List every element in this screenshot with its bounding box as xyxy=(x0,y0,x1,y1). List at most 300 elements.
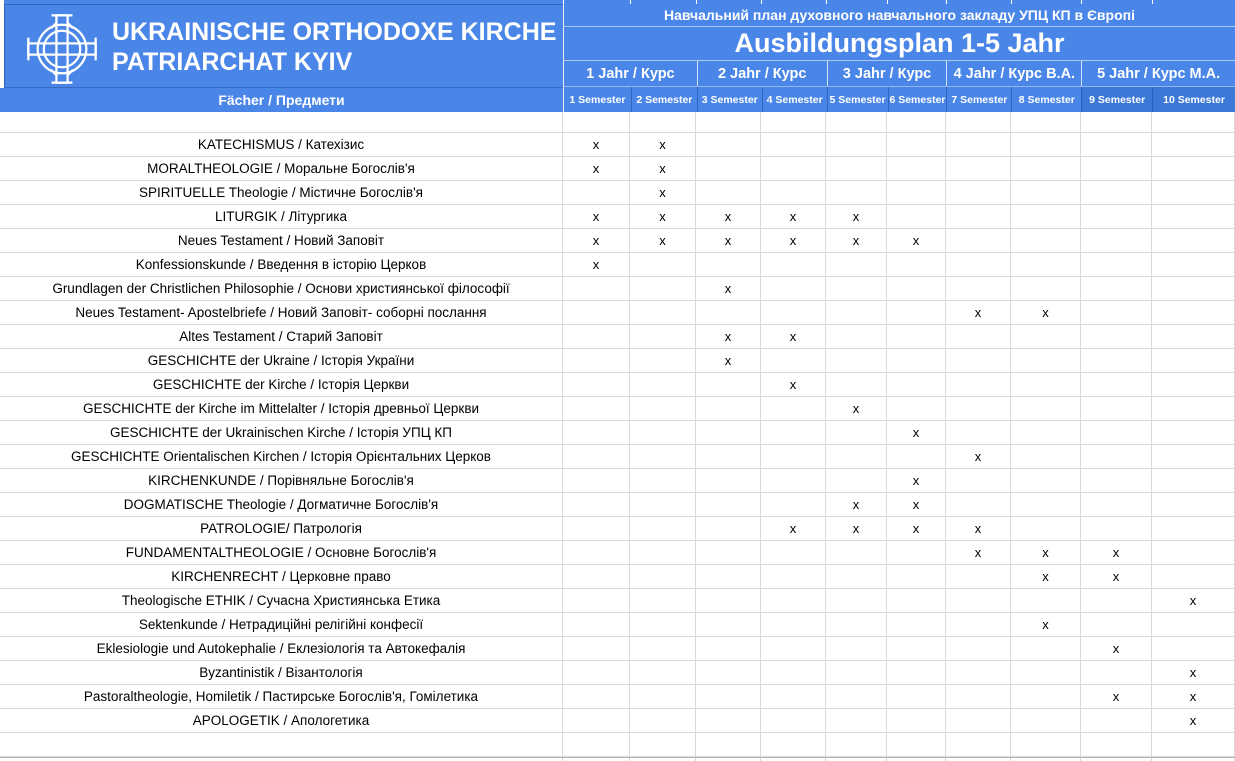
semester-mark-cell[interactable] xyxy=(761,373,826,396)
semester-mark-cell[interactable] xyxy=(826,373,887,396)
semester-mark-cell[interactable] xyxy=(563,229,630,252)
semester-mark-cell[interactable] xyxy=(696,133,761,156)
semester-mark-cell[interactable] xyxy=(1081,325,1152,348)
semester-mark-cell[interactable] xyxy=(1081,253,1152,276)
semester-mark-cell[interactable] xyxy=(1152,112,1235,132)
semester-mark-cell[interactable] xyxy=(887,685,946,708)
semester-mark-cell[interactable] xyxy=(630,349,696,372)
semester-mark-cell[interactable] xyxy=(887,493,946,516)
semester-mark-cell[interactable] xyxy=(826,685,887,708)
semester-mark-cell[interactable] xyxy=(1152,493,1235,516)
semester-mark-cell[interactable] xyxy=(1152,181,1235,204)
semester-mark-cell[interactable] xyxy=(563,613,630,636)
semester-mark-cell[interactable] xyxy=(696,112,761,132)
semester-mark-cell[interactable] xyxy=(887,637,946,660)
semester-mark-cell[interactable] xyxy=(630,205,696,228)
semester-mark-cell[interactable] xyxy=(1152,373,1235,396)
semester-mark-cell[interactable] xyxy=(1081,589,1152,612)
semester-mark-cell[interactable] xyxy=(1011,565,1081,588)
subject-name-cell[interactable] xyxy=(0,493,563,516)
subject-name-cell[interactable] xyxy=(0,565,563,588)
semester-mark-cell[interactable] xyxy=(1081,493,1152,516)
semester-mark-cell[interactable] xyxy=(1011,469,1081,492)
semester-mark-cell[interactable] xyxy=(563,133,630,156)
semester-mark-cell[interactable] xyxy=(826,277,887,300)
semester-mark-cell[interactable] xyxy=(946,709,1011,732)
semester-mark-cell[interactable] xyxy=(1152,541,1235,564)
semester-mark-cell[interactable] xyxy=(1081,373,1152,396)
semester-mark-cell[interactable] xyxy=(826,589,887,612)
semester-mark-cell[interactable] xyxy=(1011,445,1081,468)
semester-mark-cell[interactable] xyxy=(826,637,887,660)
semester-mark-cell[interactable] xyxy=(1152,565,1235,588)
semester-mark-cell[interactable] xyxy=(1081,565,1152,588)
semester-mark-cell[interactable] xyxy=(946,661,1011,684)
semester-mark-cell[interactable] xyxy=(946,397,1011,420)
semester-mark-cell[interactable] xyxy=(630,733,696,756)
semester-mark-cell[interactable] xyxy=(761,349,826,372)
semester-mark-cell[interactable] xyxy=(826,733,887,756)
semester-mark-cell[interactable] xyxy=(761,445,826,468)
semester-mark-cell[interactable] xyxy=(1081,421,1152,444)
semester-mark-cell[interactable] xyxy=(946,301,1011,324)
semester-mark-cell[interactable] xyxy=(1081,349,1152,372)
semester-mark-cell[interactable] xyxy=(887,112,946,132)
semester-mark-cell[interactable] xyxy=(630,229,696,252)
semester-mark-cell[interactable] xyxy=(946,733,1011,756)
semester-mark-cell[interactable] xyxy=(946,349,1011,372)
semester-mark-cell[interactable] xyxy=(761,589,826,612)
semester-mark-cell[interactable] xyxy=(1152,637,1235,660)
subject-name-cell[interactable] xyxy=(0,685,563,708)
semester-mark-cell[interactable] xyxy=(826,565,887,588)
semester-mark-cell[interactable] xyxy=(1152,133,1235,156)
semester-mark-cell[interactable] xyxy=(946,685,1011,708)
semester-mark-cell[interactable] xyxy=(761,205,826,228)
semester-mark-cell[interactable] xyxy=(826,181,887,204)
semester-mark-cell[interactable] xyxy=(1152,205,1235,228)
semester-mark-cell[interactable] xyxy=(1081,709,1152,732)
semester-mark-cell[interactable] xyxy=(563,541,630,564)
semester-mark-cell[interactable] xyxy=(1152,469,1235,492)
semester-mark-cell[interactable] xyxy=(1011,541,1081,564)
semester-mark-cell[interactable] xyxy=(1081,205,1152,228)
semester-mark-cell[interactable] xyxy=(630,685,696,708)
semester-mark-cell[interactable] xyxy=(1011,685,1081,708)
semester-mark-cell[interactable] xyxy=(1081,229,1152,252)
semester-mark-cell[interactable] xyxy=(696,277,761,300)
semester-mark-cell[interactable] xyxy=(887,565,946,588)
semester-mark-cell[interactable] xyxy=(887,181,946,204)
semester-mark-cell[interactable] xyxy=(1081,445,1152,468)
semester-mark-cell[interactable] xyxy=(887,421,946,444)
semester-mark-cell[interactable] xyxy=(1081,397,1152,420)
semester-mark-cell[interactable] xyxy=(946,493,1011,516)
semester-mark-cell[interactable] xyxy=(563,733,630,756)
semester-mark-cell[interactable] xyxy=(761,517,826,540)
semester-mark-cell[interactable] xyxy=(1011,157,1081,180)
subject-name-cell[interactable] xyxy=(0,613,563,636)
semester-mark-cell[interactable] xyxy=(761,253,826,276)
semester-mark-cell[interactable] xyxy=(696,565,761,588)
semester-mark-cell[interactable] xyxy=(887,325,946,348)
semester-mark-cell[interactable] xyxy=(1011,133,1081,156)
semester-mark-cell[interactable] xyxy=(1011,661,1081,684)
semester-mark-cell[interactable] xyxy=(563,709,630,732)
semester-mark-cell[interactable] xyxy=(887,301,946,324)
semester-mark-cell[interactable] xyxy=(1152,325,1235,348)
semester-mark-cell[interactable] xyxy=(1011,709,1081,732)
subject-name-cell[interactable] xyxy=(0,349,563,372)
semester-mark-cell[interactable] xyxy=(946,637,1011,660)
semester-mark-cell[interactable] xyxy=(1081,637,1152,660)
semester-mark-cell[interactable] xyxy=(1081,613,1152,636)
semester-mark-cell[interactable] xyxy=(696,157,761,180)
semester-mark-cell[interactable] xyxy=(696,301,761,324)
semester-mark-cell[interactable] xyxy=(696,373,761,396)
semester-header-cell[interactable]: 9 Semester xyxy=(1081,87,1152,112)
semester-mark-cell[interactable] xyxy=(761,637,826,660)
semester-mark-cell[interactable] xyxy=(630,469,696,492)
semester-mark-cell[interactable] xyxy=(1011,589,1081,612)
semester-mark-cell[interactable] xyxy=(1152,661,1235,684)
semester-mark-cell[interactable] xyxy=(946,157,1011,180)
semester-mark-cell[interactable] xyxy=(563,112,630,132)
semester-mark-cell[interactable] xyxy=(696,541,761,564)
semester-mark-cell[interactable] xyxy=(1081,685,1152,708)
semester-mark-cell[interactable] xyxy=(1081,733,1152,756)
semester-mark-cell[interactable] xyxy=(1011,181,1081,204)
semester-mark-cell[interactable] xyxy=(946,112,1011,132)
semester-mark-cell[interactable] xyxy=(696,613,761,636)
semester-mark-cell[interactable] xyxy=(630,397,696,420)
semester-mark-cell[interactable] xyxy=(1011,373,1081,396)
subject-name-cell[interactable] xyxy=(0,445,563,468)
subject-name-cell[interactable] xyxy=(0,133,563,156)
semester-mark-cell[interactable] xyxy=(826,325,887,348)
semester-header-cell[interactable]: 4 Semester xyxy=(762,87,827,112)
semester-mark-cell[interactable] xyxy=(887,589,946,612)
semester-mark-cell[interactable] xyxy=(1081,541,1152,564)
subject-name-cell[interactable] xyxy=(0,157,563,180)
semester-mark-cell[interactable] xyxy=(761,397,826,420)
semester-mark-cell[interactable] xyxy=(887,205,946,228)
semester-mark-cell[interactable] xyxy=(630,277,696,300)
semester-mark-cell[interactable] xyxy=(1152,157,1235,180)
semester-mark-cell[interactable] xyxy=(887,613,946,636)
subject-name-cell[interactable] xyxy=(0,397,563,420)
semester-mark-cell[interactable] xyxy=(630,637,696,660)
semester-mark-cell[interactable] xyxy=(696,253,761,276)
semester-mark-cell[interactable] xyxy=(826,493,887,516)
plan-title-ua-cell[interactable] xyxy=(563,4,1235,27)
semester-mark-cell[interactable] xyxy=(1011,637,1081,660)
semester-mark-cell[interactable] xyxy=(1011,277,1081,300)
semester-mark-cell[interactable] xyxy=(1081,469,1152,492)
subject-name-cell[interactable] xyxy=(0,541,563,564)
subject-name-cell[interactable] xyxy=(0,325,563,348)
semester-mark-cell[interactable] xyxy=(1011,112,1081,132)
semester-mark-cell[interactable] xyxy=(946,445,1011,468)
semester-mark-cell[interactable] xyxy=(1011,733,1081,756)
semester-mark-cell[interactable] xyxy=(696,421,761,444)
semester-mark-cell[interactable] xyxy=(887,709,946,732)
semester-mark-cell[interactable] xyxy=(887,469,946,492)
semester-mark-cell[interactable] xyxy=(696,733,761,756)
semester-mark-cell[interactable] xyxy=(826,157,887,180)
semester-mark-cell[interactable] xyxy=(563,301,630,324)
semester-mark-cell[interactable] xyxy=(761,229,826,252)
semester-mark-cell[interactable] xyxy=(761,181,826,204)
semester-mark-cell[interactable] xyxy=(946,517,1011,540)
semester-mark-cell[interactable] xyxy=(630,325,696,348)
semester-mark-cell[interactable] xyxy=(946,277,1011,300)
semester-mark-cell[interactable] xyxy=(1081,133,1152,156)
semester-mark-cell[interactable] xyxy=(826,517,887,540)
subject-name-cell[interactable] xyxy=(0,229,563,252)
semester-mark-cell[interactable] xyxy=(887,229,946,252)
semester-mark-cell[interactable] xyxy=(630,373,696,396)
semester-mark-cell[interactable] xyxy=(563,445,630,468)
semester-mark-cell[interactable] xyxy=(1152,301,1235,324)
semester-mark-cell[interactable] xyxy=(887,517,946,540)
semester-mark-cell[interactable] xyxy=(1152,685,1235,708)
semester-mark-cell[interactable] xyxy=(826,229,887,252)
semester-mark-cell[interactable] xyxy=(761,157,826,180)
semester-header-cell[interactable]: 1 Semester xyxy=(569,93,626,106)
semester-mark-cell[interactable] xyxy=(887,133,946,156)
subject-name-cell[interactable] xyxy=(0,469,563,492)
semester-mark-cell[interactable] xyxy=(887,445,946,468)
semester-mark-cell[interactable] xyxy=(761,421,826,444)
semester-mark-cell[interactable] xyxy=(1152,733,1235,756)
semester-mark-cell[interactable] xyxy=(826,421,887,444)
semester-mark-cell[interactable] xyxy=(887,157,946,180)
semester-mark-cell[interactable] xyxy=(946,613,1011,636)
semester-mark-cell[interactable] xyxy=(761,469,826,492)
semester-mark-cell[interactable] xyxy=(696,397,761,420)
semester-mark-cell[interactable] xyxy=(630,133,696,156)
semester-mark-cell[interactable] xyxy=(1152,613,1235,636)
semester-mark-cell[interactable] xyxy=(1152,445,1235,468)
semester-mark-cell[interactable] xyxy=(1081,112,1152,132)
semester-mark-cell[interactable] xyxy=(630,112,696,132)
semester-mark-cell[interactable] xyxy=(630,493,696,516)
semester-mark-cell[interactable] xyxy=(1152,253,1235,276)
semester-mark-cell[interactable] xyxy=(826,469,887,492)
semester-mark-cell[interactable] xyxy=(1152,277,1235,300)
year-header-cell[interactable]: 4 Jahr / Курс B.A. xyxy=(946,61,1081,86)
semester-mark-cell[interactable] xyxy=(563,349,630,372)
semester-mark-cell[interactable] xyxy=(1152,517,1235,540)
semester-mark-cell[interactable] xyxy=(946,325,1011,348)
semester-mark-cell[interactable] xyxy=(1152,349,1235,372)
semester-mark-cell[interactable] xyxy=(887,661,946,684)
semester-mark-cell[interactable] xyxy=(696,709,761,732)
semester-mark-cell[interactable] xyxy=(1152,229,1235,252)
semester-mark-cell[interactable] xyxy=(1081,157,1152,180)
semester-mark-cell[interactable] xyxy=(1081,301,1152,324)
semester-mark-cell[interactable] xyxy=(696,637,761,660)
semester-mark-cell[interactable] xyxy=(563,205,630,228)
subject-name-cell[interactable] xyxy=(0,421,563,444)
subject-name-cell[interactable] xyxy=(0,661,563,684)
subject-name-cell[interactable] xyxy=(0,373,563,396)
semester-mark-cell[interactable] xyxy=(1011,253,1081,276)
subject-name-cell[interactable] xyxy=(0,517,563,540)
semester-mark-cell[interactable] xyxy=(696,205,761,228)
subject-name-cell[interactable] xyxy=(0,112,563,132)
subject-name-cell[interactable] xyxy=(0,277,563,300)
semester-mark-cell[interactable] xyxy=(946,373,1011,396)
year-header-cell[interactable]: 5 Jahr / Курс M.A. xyxy=(1081,61,1235,86)
subject-name-cell[interactable] xyxy=(0,181,563,204)
semester-mark-cell[interactable] xyxy=(826,445,887,468)
semester-mark-cell[interactable] xyxy=(826,541,887,564)
semester-mark-cell[interactable] xyxy=(563,661,630,684)
semester-mark-cell[interactable] xyxy=(1152,421,1235,444)
semester-mark-cell[interactable] xyxy=(1011,493,1081,516)
semester-header-cell[interactable]: 6 Semester xyxy=(888,87,947,112)
plan-title-de-cell[interactable] xyxy=(563,27,1235,61)
semester-mark-cell[interactable] xyxy=(946,205,1011,228)
semester-mark-cell[interactable] xyxy=(761,133,826,156)
semester-mark-cell[interactable] xyxy=(826,661,887,684)
subjects-column-header-cell[interactable] xyxy=(0,88,563,112)
subject-name-cell[interactable] xyxy=(0,253,563,276)
semester-mark-cell[interactable] xyxy=(1081,517,1152,540)
semester-mark-cell[interactable] xyxy=(761,541,826,564)
semester-mark-cell[interactable] xyxy=(1011,421,1081,444)
semester-mark-cell[interactable] xyxy=(563,325,630,348)
semester-mark-cell[interactable] xyxy=(563,421,630,444)
semester-mark-cell[interactable] xyxy=(630,661,696,684)
semester-mark-cell[interactable] xyxy=(630,541,696,564)
semester-header-cell[interactable]: 7 Semester xyxy=(946,87,1011,112)
semester-mark-cell[interactable] xyxy=(946,541,1011,564)
semester-mark-cell[interactable] xyxy=(1081,661,1152,684)
semester-mark-cell[interactable] xyxy=(946,133,1011,156)
semester-mark-cell[interactable] xyxy=(887,349,946,372)
semester-mark-cell[interactable] xyxy=(1011,349,1081,372)
semester-mark-cell[interactable] xyxy=(630,589,696,612)
semester-mark-cell[interactable] xyxy=(563,637,630,660)
semester-mark-cell[interactable] xyxy=(887,373,946,396)
semester-mark-cell[interactable] xyxy=(826,613,887,636)
semester-mark-cell[interactable] xyxy=(761,565,826,588)
semester-mark-cell[interactable] xyxy=(630,517,696,540)
semester-mark-cell[interactable] xyxy=(696,349,761,372)
semester-mark-cell[interactable] xyxy=(696,685,761,708)
semester-mark-cell[interactable] xyxy=(946,469,1011,492)
semester-mark-cell[interactable] xyxy=(696,325,761,348)
semester-mark-cell[interactable] xyxy=(630,445,696,468)
semester-mark-cell[interactable] xyxy=(826,205,887,228)
semester-header-cell[interactable]: 2 Semester xyxy=(631,87,697,112)
semester-mark-cell[interactable] xyxy=(887,733,946,756)
subject-name-cell[interactable] xyxy=(0,637,563,660)
semester-mark-cell[interactable] xyxy=(630,709,696,732)
semester-mark-cell[interactable] xyxy=(761,112,826,132)
semester-mark-cell[interactable] xyxy=(1081,277,1152,300)
semester-header-cell[interactable]: 8 Semester xyxy=(1011,87,1081,112)
semester-mark-cell[interactable] xyxy=(563,157,630,180)
semester-header-cell[interactable]: 5 Semester xyxy=(827,87,888,112)
semester-mark-cell[interactable] xyxy=(826,301,887,324)
semester-mark-cell[interactable] xyxy=(761,661,826,684)
semester-mark-cell[interactable] xyxy=(696,661,761,684)
semester-mark-cell[interactable] xyxy=(563,589,630,612)
semester-mark-cell[interactable] xyxy=(1152,589,1235,612)
semester-mark-cell[interactable] xyxy=(1081,181,1152,204)
semester-mark-cell[interactable] xyxy=(1011,229,1081,252)
semester-mark-cell[interactable] xyxy=(696,517,761,540)
semester-mark-cell[interactable] xyxy=(696,445,761,468)
semester-mark-cell[interactable] xyxy=(761,493,826,516)
semester-mark-cell[interactable] xyxy=(1011,613,1081,636)
semester-mark-cell[interactable] xyxy=(563,373,630,396)
semester-header-cell[interactable]: 3 Semester xyxy=(697,87,762,112)
semester-header-cell[interactable]: 10 Semester xyxy=(1152,87,1235,112)
semester-mark-cell[interactable] xyxy=(826,397,887,420)
semester-mark-cell[interactable] xyxy=(630,613,696,636)
semester-mark-cell[interactable] xyxy=(563,181,630,204)
semester-mark-cell[interactable] xyxy=(946,589,1011,612)
semester-mark-cell[interactable] xyxy=(946,421,1011,444)
semester-mark-cell[interactable] xyxy=(761,325,826,348)
semester-mark-cell[interactable] xyxy=(887,253,946,276)
semester-mark-cell[interactable] xyxy=(696,229,761,252)
subject-name-cell[interactable] xyxy=(0,733,563,756)
semester-mark-cell[interactable] xyxy=(826,709,887,732)
semester-mark-cell[interactable] xyxy=(696,181,761,204)
semester-mark-cell[interactable] xyxy=(563,565,630,588)
semester-mark-cell[interactable] xyxy=(761,613,826,636)
semester-mark-cell[interactable] xyxy=(761,733,826,756)
semester-mark-cell[interactable] xyxy=(1011,517,1081,540)
semester-mark-cell[interactable] xyxy=(946,565,1011,588)
semester-mark-cell[interactable] xyxy=(946,181,1011,204)
semester-mark-cell[interactable] xyxy=(887,277,946,300)
semester-mark-cell[interactable] xyxy=(887,397,946,420)
semester-mark-cell[interactable] xyxy=(630,157,696,180)
semester-mark-cell[interactable] xyxy=(946,253,1011,276)
semester-mark-cell[interactable] xyxy=(630,421,696,444)
subject-name-cell[interactable] xyxy=(0,301,563,324)
semester-mark-cell[interactable] xyxy=(826,133,887,156)
subject-name-cell[interactable] xyxy=(0,709,563,732)
year-header-cell[interactable]: 2 Jahr / Курс xyxy=(697,61,827,86)
semester-mark-cell[interactable] xyxy=(1011,301,1081,324)
semester-mark-cell[interactable] xyxy=(630,181,696,204)
semester-mark-cell[interactable] xyxy=(563,469,630,492)
semester-mark-cell[interactable] xyxy=(1152,709,1235,732)
year-header-cell[interactable]: 1 Jahr / Курс xyxy=(586,65,675,82)
semester-mark-cell[interactable] xyxy=(563,253,630,276)
semester-mark-cell[interactable] xyxy=(563,277,630,300)
semester-mark-cell[interactable] xyxy=(696,469,761,492)
semester-mark-cell[interactable] xyxy=(630,253,696,276)
semester-mark-cell[interactable] xyxy=(761,709,826,732)
semester-mark-cell[interactable] xyxy=(1011,325,1081,348)
semester-mark-cell[interactable] xyxy=(1011,397,1081,420)
semester-mark-cell[interactable] xyxy=(946,229,1011,252)
semester-mark-cell[interactable] xyxy=(696,589,761,612)
semester-mark-cell[interactable] xyxy=(826,112,887,132)
subject-name-cell[interactable] xyxy=(0,589,563,612)
semester-mark-cell[interactable] xyxy=(826,349,887,372)
semester-mark-cell[interactable] xyxy=(1011,205,1081,228)
